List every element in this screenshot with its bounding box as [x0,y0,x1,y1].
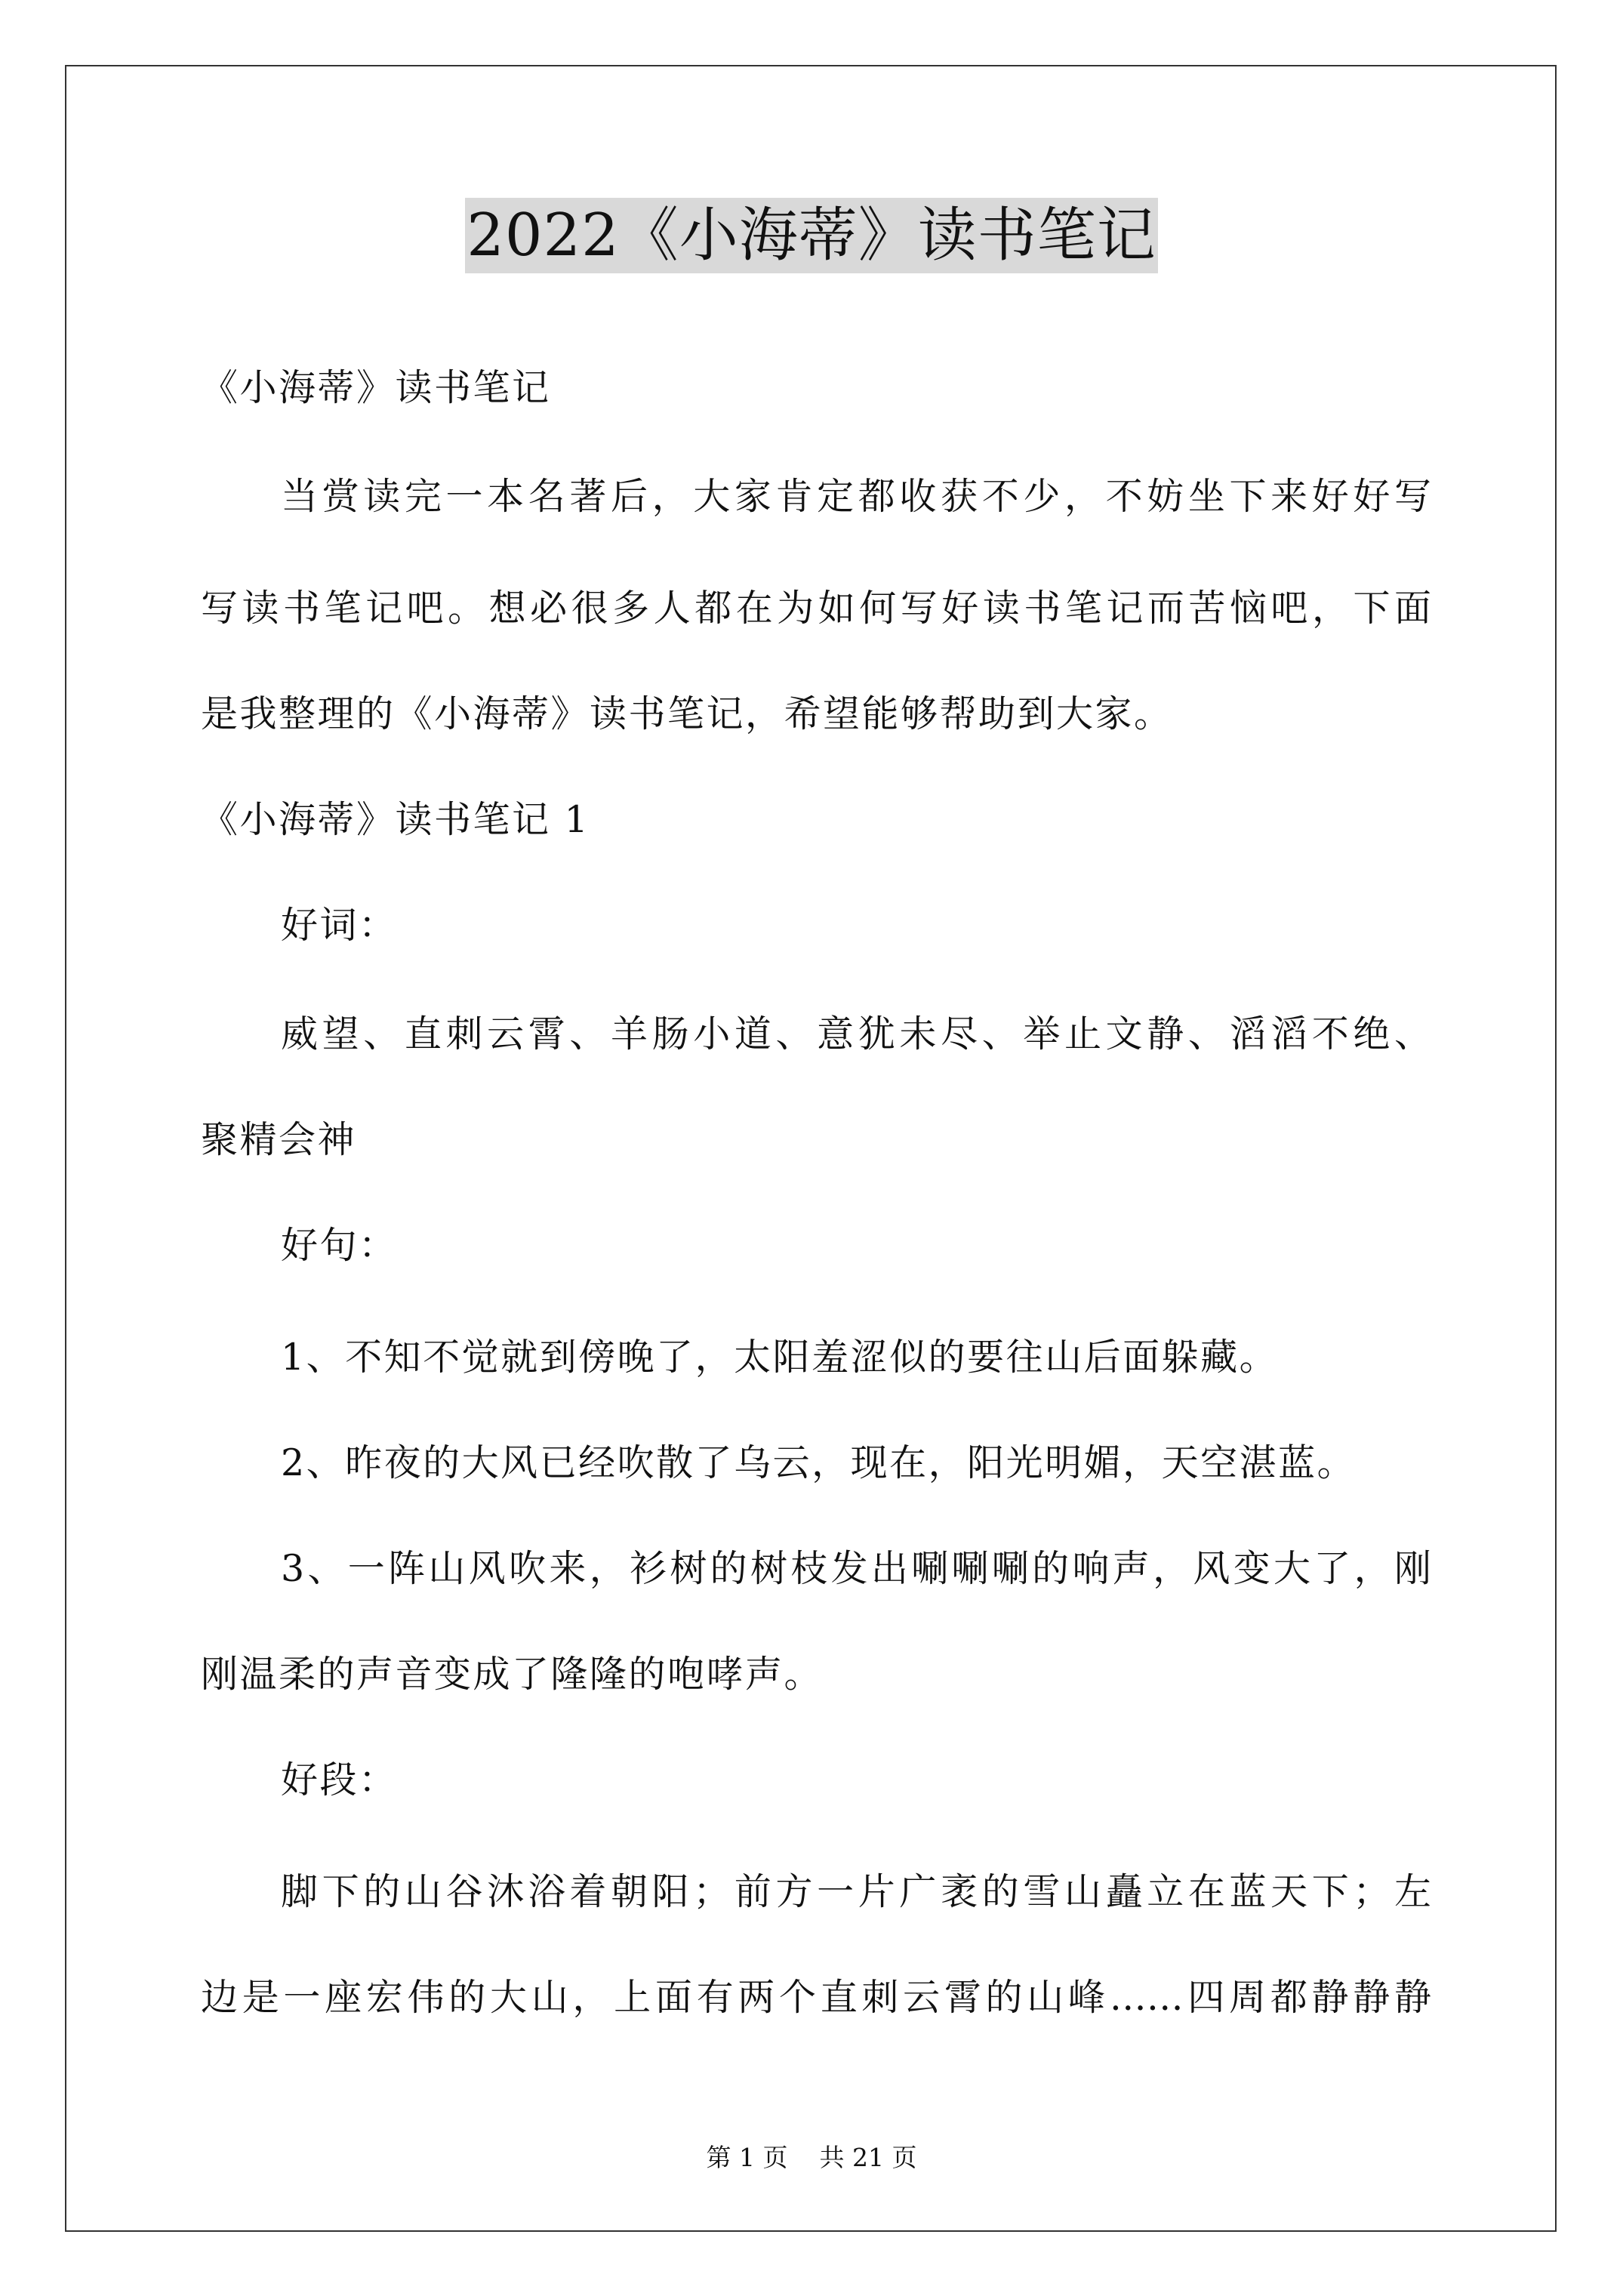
sentence-1: 1、不知不觉就到傍晚了，太阳羞涩似的要往山后面躲藏。 [281,1336,1279,1379]
good-paragraph-label: 好段： [281,1758,398,1801]
sentence-3-line-2: 刚温柔的声音变成了隆隆的咆哮声。 [201,1653,824,1696]
intro-line-3: 是我整理的《小海蒂》读书笔记，希望能够帮助到大家。 [201,692,1173,735]
good-words-line-1: 威望、直刺云霄、羊肠小道、意犹未尽、举止文静、滔滔不绝、 [281,1012,1431,1056]
sentence-2: 2、昨夜的大风已经吹散了乌云，现在，阳光明媚，天空湛蓝。 [281,1441,1357,1484]
good-sentences-label: 好句： [281,1224,398,1267]
paragraph-line-1: 脚下的山谷沐浴着朝阳；前方一片广袤的雪山矗立在蓝天下；左 [281,1870,1431,1913]
page-footer: 第 1 页 共 21 页 [706,2143,917,2172]
intro-line-1: 当赏读完一本名著后，大家肯定都收获不少，不妨坐下来好好写 [281,475,1431,518]
paragraph-line-2: 边是一座宏伟的大山，上面有两个直刺云霄的山峰……四周都静静静 [201,1976,1431,2019]
section-title: 《小海蒂》读书笔记 1 [201,798,590,841]
good-words-line-2: 聚精会神 [201,1118,357,1161]
sentence-3-line-1: 3、一阵山风吹来，衫树的树枝发出唰唰唰的响声，风变大了，刚 [281,1547,1431,1590]
title-container [0,198,1623,273]
intro-line-2: 写读书笔记吧。想必很多人都在为如何写好读书笔记而苦恼吧，下面 [201,587,1431,630]
good-words-label: 好词： [281,904,398,947]
subtitle: 《小海蒂》读书笔记 [201,366,551,409]
document-title: 2022《小海蒂》读书笔记 [465,198,1158,273]
